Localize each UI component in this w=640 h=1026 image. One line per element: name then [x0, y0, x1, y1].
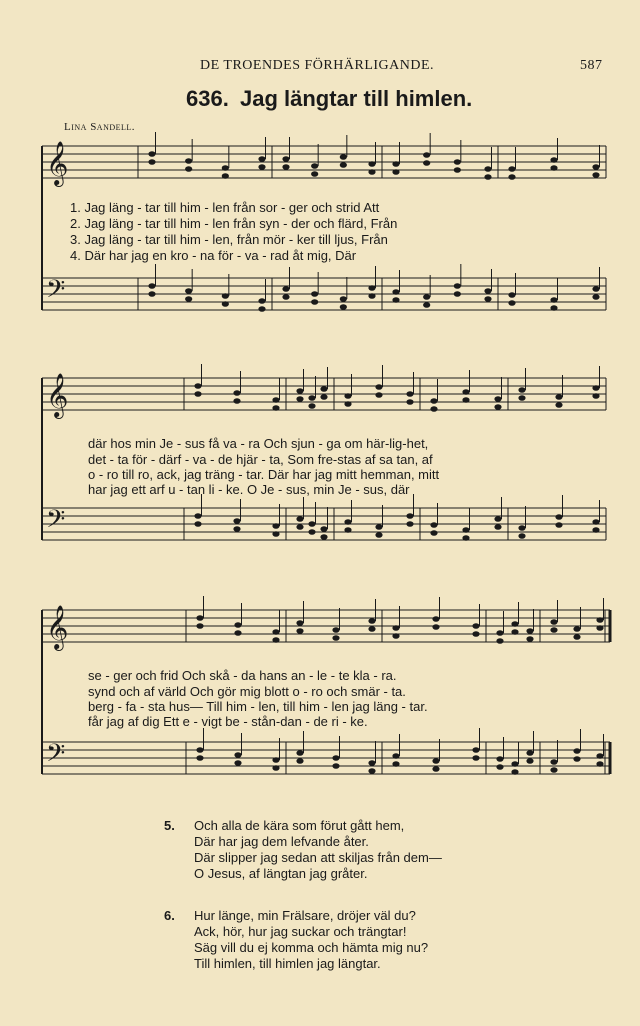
notehead [592, 393, 599, 399]
notehead [550, 759, 557, 765]
notehead [222, 293, 229, 299]
notehead [332, 627, 339, 633]
notehead [375, 384, 382, 390]
treble-clef-icon: 𝄞 [46, 373, 69, 417]
notehead [233, 390, 240, 396]
notehead [573, 634, 580, 640]
notehead [340, 296, 347, 302]
notehead [272, 523, 279, 529]
lyric-line: det - ta för - därf - va - de hjär - ta, Som fre-stas af sa tan, af [88, 452, 433, 467]
notehead [573, 626, 580, 632]
verse-line: Säg vill du ej komma och hämta mig nu? [194, 940, 429, 955]
notehead [430, 530, 437, 536]
hymn-title: Jag längtar till himlen. [240, 86, 473, 111]
notehead [296, 750, 303, 756]
notehead [258, 156, 265, 162]
notehead [272, 637, 279, 643]
notehead [194, 513, 201, 519]
notehead [222, 173, 229, 179]
lyric-line: har jag ett arf u - tan li - ke. O Je - sus, min Je - sus, där [88, 482, 410, 497]
notehead [494, 404, 501, 410]
notehead [406, 513, 413, 519]
notehead [368, 768, 375, 774]
notehead [194, 391, 201, 397]
notehead [194, 521, 201, 527]
notehead [573, 756, 580, 762]
bass-clef-icon: 𝄢 [46, 505, 66, 540]
notehead [423, 294, 430, 300]
notehead [484, 288, 491, 294]
notehead [340, 304, 347, 310]
notehead [308, 395, 315, 401]
treble-clef-icon: 𝄞 [46, 141, 69, 185]
notehead [508, 300, 515, 306]
notehead [392, 625, 399, 631]
notehead [272, 757, 279, 763]
notehead [296, 758, 303, 764]
notehead [185, 288, 192, 294]
notehead [222, 301, 229, 307]
notehead [185, 166, 192, 172]
notehead [233, 518, 240, 524]
notehead [392, 297, 399, 303]
notehead [296, 516, 303, 522]
notehead [282, 294, 289, 300]
notehead [258, 298, 265, 304]
notehead [392, 753, 399, 759]
page-number: 587 [580, 58, 603, 73]
notehead [550, 157, 557, 163]
notehead [311, 299, 318, 305]
notehead [573, 748, 580, 754]
notehead [340, 162, 347, 168]
notehead [592, 527, 599, 533]
notehead [592, 172, 599, 178]
notehead [430, 406, 437, 412]
notehead [148, 159, 155, 165]
notehead [462, 527, 469, 533]
notehead [508, 292, 515, 298]
notehead [462, 535, 469, 541]
lyric-line: får jag af dig Ett e - vigt be - stån-dan - de ri - ke. [88, 714, 368, 729]
lyric-line: berg - fa - sta hus— Till him - len, till him - len jag läng - tar. [88, 699, 428, 714]
notehead [430, 522, 437, 528]
author: Lina Sandell. [64, 121, 136, 133]
notehead [550, 767, 557, 773]
lyric-line: o - ro till ro, ack, jag träng - tar. Där har jag mitt hemman, mitt [88, 467, 440, 482]
lyric-line: 2. Jag läng - tar till him - len från syn - der och flärd, Från [70, 216, 398, 231]
notehead [368, 626, 375, 632]
notehead [406, 399, 413, 405]
verse-number: 5. [164, 818, 175, 833]
notehead [526, 758, 533, 764]
notehead [432, 616, 439, 622]
notehead [272, 629, 279, 635]
notehead [555, 522, 562, 528]
notehead [296, 620, 303, 626]
notehead [185, 296, 192, 302]
verse-line: Där slipper jag sedan att skiljas från dem— [194, 850, 442, 865]
notehead [550, 297, 557, 303]
notehead [320, 526, 327, 532]
notehead [494, 516, 501, 522]
notehead [368, 169, 375, 175]
notehead [196, 755, 203, 761]
notehead [194, 383, 201, 389]
notehead [272, 397, 279, 403]
notehead [234, 630, 241, 636]
lyric-line: 1. Jag läng - tar till him - len från sor - ger och strid Att [70, 200, 380, 215]
notehead [592, 286, 599, 292]
notehead [462, 389, 469, 395]
notehead [423, 160, 430, 166]
notehead [258, 306, 265, 312]
notehead [234, 752, 241, 758]
notehead [311, 171, 318, 177]
notehead [494, 396, 501, 402]
notehead [423, 302, 430, 308]
notehead [511, 761, 518, 767]
notehead [368, 161, 375, 167]
notehead [454, 159, 461, 165]
notehead [185, 158, 192, 164]
notehead [375, 532, 382, 538]
notehead [332, 763, 339, 769]
notehead [392, 169, 399, 175]
notehead [148, 291, 155, 297]
notehead [472, 747, 479, 753]
notehead [496, 756, 503, 762]
notehead [526, 636, 533, 642]
lyric-line: se - ger och frid Och skå - da hans an - le - te kla - ra. [88, 668, 397, 683]
notehead [392, 161, 399, 167]
notehead [375, 392, 382, 398]
notehead [196, 623, 203, 629]
notehead [596, 625, 603, 631]
notehead [430, 398, 437, 404]
notehead [282, 164, 289, 170]
notehead [272, 531, 279, 537]
notehead [344, 401, 351, 407]
notehead [592, 385, 599, 391]
lyric-line: synd och af värld Och gör mig blott o - ro och smär - ta. [88, 684, 406, 699]
notehead [592, 294, 599, 300]
notehead [196, 747, 203, 753]
notehead [332, 755, 339, 761]
notehead [508, 174, 515, 180]
verse-line: Hur länge, min Frälsare, dröjer väl du? [194, 908, 416, 923]
notehead [592, 519, 599, 525]
notehead [555, 394, 562, 400]
notehead [233, 526, 240, 532]
notehead [550, 305, 557, 311]
notehead [320, 386, 327, 392]
notehead [272, 765, 279, 771]
notehead [196, 615, 203, 621]
notehead [258, 164, 265, 170]
notehead [320, 534, 327, 540]
notehead [148, 151, 155, 157]
notehead [375, 524, 382, 530]
notehead [596, 753, 603, 759]
verse-line: O Jesus, af längtan jag gråter. [194, 866, 368, 881]
notehead [526, 750, 533, 756]
notehead [392, 633, 399, 639]
notehead [518, 395, 525, 401]
bass-clef-icon: 𝄢 [46, 275, 66, 310]
notehead [308, 529, 315, 535]
verse-line: Där har jag dem lefvande åter. [194, 834, 369, 849]
notehead [518, 525, 525, 531]
notehead [432, 766, 439, 772]
notehead [296, 628, 303, 634]
notehead [511, 629, 518, 635]
notehead [432, 624, 439, 630]
notehead [494, 524, 501, 530]
notehead [472, 623, 479, 629]
notehead [484, 296, 491, 302]
bass-clef-icon: 𝄢 [46, 739, 66, 774]
verse-line: Till himlen, till himlen jag längtar. [194, 956, 381, 971]
notehead [368, 293, 375, 299]
lyric-line: 3. Jag läng - tar till him - len, från mör - ker till ljus, Från [70, 232, 388, 247]
notehead [596, 617, 603, 623]
notehead [406, 521, 413, 527]
notehead [344, 393, 351, 399]
notehead [454, 283, 461, 289]
notehead [344, 519, 351, 525]
hymn-number: 636. [186, 86, 229, 111]
notehead [454, 291, 461, 297]
notehead [508, 166, 515, 172]
notehead [592, 164, 599, 170]
notehead [296, 524, 303, 530]
notehead [233, 398, 240, 404]
notehead [311, 291, 318, 297]
notehead [596, 761, 603, 767]
notehead [472, 631, 479, 637]
notehead [296, 388, 303, 394]
notehead [392, 289, 399, 295]
verse-number: 6. [164, 908, 175, 923]
notehead [282, 156, 289, 162]
notehead [432, 758, 439, 764]
notehead [472, 755, 479, 761]
notehead [550, 165, 557, 171]
notehead [308, 403, 315, 409]
notehead [311, 163, 318, 169]
lyric-line: där hos min Je - sus få va - ra Och sjun - ga om här-lig-het, [88, 436, 429, 451]
notehead [368, 285, 375, 291]
notehead [344, 527, 351, 533]
treble-clef-icon: 𝄞 [46, 605, 69, 649]
running-title: DE TROENDES FÖRHÄRLIGANDE. [200, 58, 435, 73]
notehead [368, 760, 375, 766]
notehead [308, 521, 315, 527]
notehead [222, 165, 229, 171]
notehead [320, 394, 327, 400]
notehead [484, 174, 491, 180]
notehead [496, 764, 503, 770]
notehead [496, 630, 503, 636]
notehead [234, 622, 241, 628]
notehead [526, 628, 533, 634]
notehead [332, 635, 339, 641]
lyric-line: 4. Där har jag en kro - na för - va - rad åt mig, Där [70, 248, 357, 263]
notehead [148, 283, 155, 289]
notehead [484, 166, 491, 172]
notehead [454, 167, 461, 173]
notehead [282, 286, 289, 292]
notehead [392, 761, 399, 767]
notehead [340, 154, 347, 160]
notehead [555, 514, 562, 520]
notehead [518, 387, 525, 393]
notehead [234, 760, 241, 766]
notehead [511, 621, 518, 627]
notehead [555, 402, 562, 408]
notehead [272, 405, 279, 411]
notehead [406, 391, 413, 397]
notehead [368, 618, 375, 624]
notehead [423, 152, 430, 158]
notehead [550, 627, 557, 633]
verse-line: Ack, hör, hur jag suckar och trängtar! [194, 924, 407, 939]
notehead [518, 533, 525, 539]
notehead [496, 638, 503, 644]
notehead [462, 397, 469, 403]
notehead [511, 769, 518, 775]
notehead [296, 396, 303, 402]
verse-line: Och alla de kära som förut gått hem, [194, 818, 405, 833]
notehead [550, 619, 557, 625]
